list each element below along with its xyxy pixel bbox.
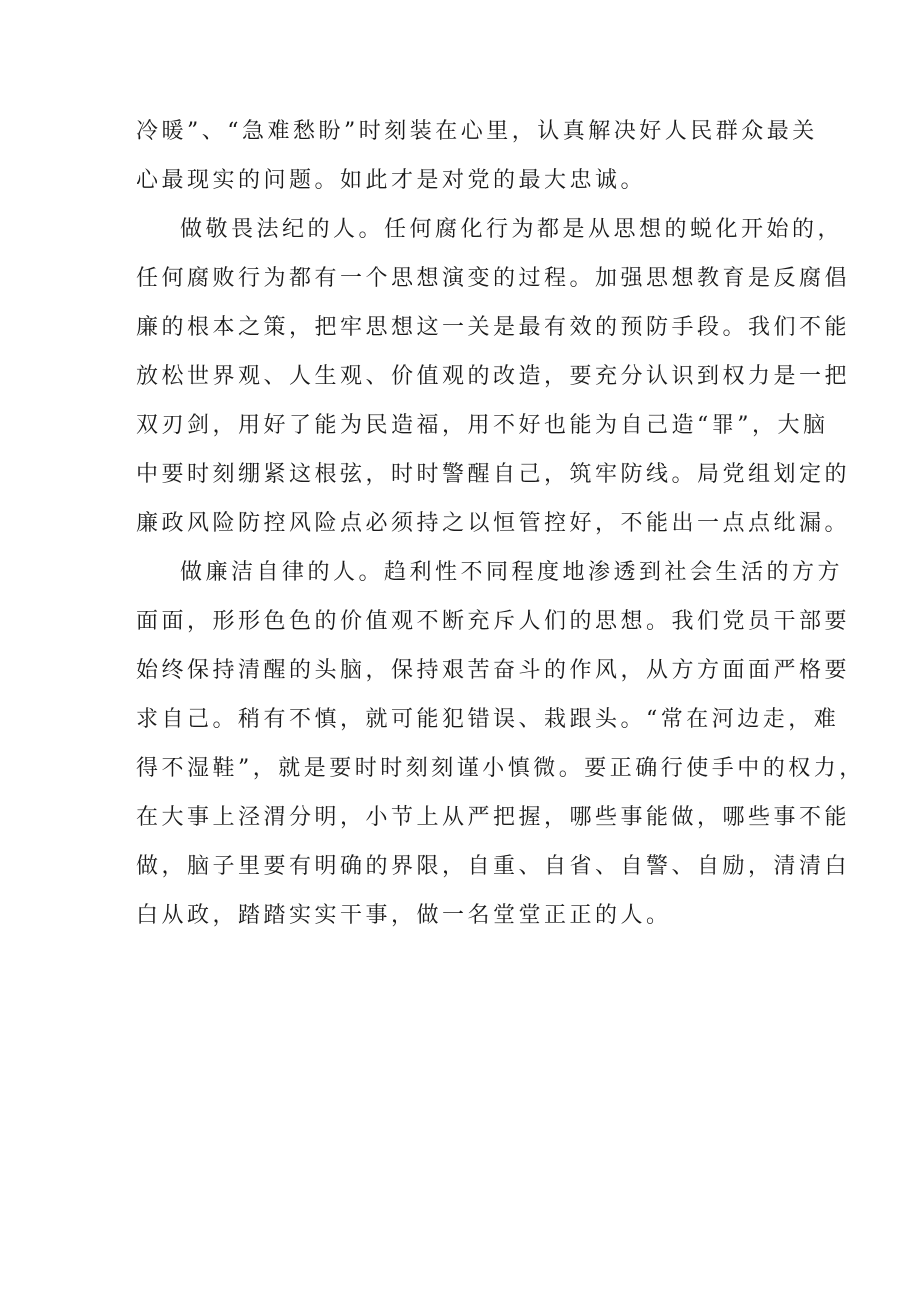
document-body: [136, 107, 865, 940]
text-line: 在大事上泾渭分明，小节上从严把握，哪些事能做，哪些事不能: [136, 805, 851, 830]
paragraph-respect-law: [136, 205, 851, 548]
text-line: 得不湿鞋”，就是要时时刻刻谨小慎微。要正确行使手中的权力，: [136, 756, 865, 781]
text-line: 心最现实的问题。如此才是对党的最大忠诚。: [136, 168, 647, 193]
text-line: 做敬畏法纪的人。任何腐化行为都是从思想的蜕化开始的，: [180, 217, 844, 242]
text-line: 始终保持清醒的头脑，保持艰苦奋斗的作风，从方方面面严格要: [136, 658, 851, 683]
text-line: 中要时刻绷紧这根弦，时时警醒自己，筑牢防线。局党组划定的: [136, 462, 851, 487]
text-line: 放松世界观、人生观、价值观的改造，要充分认识到权力是一把: [136, 364, 851, 389]
text-line: 求自己。稍有不慎，就可能犯错误、栽跟头。“常在河边走，难: [136, 707, 840, 732]
text-line: 任何腐败行为都有一个思想演变的过程。加强思想教育是反腐倡: [136, 266, 851, 291]
paragraph-continuation: [136, 107, 816, 205]
text-line: 双刃剑，用好了能为民造福，用不好也能为自己造“罪”，大脑: [136, 413, 829, 438]
paragraph-self-discipline: [136, 548, 865, 940]
text-line: 白从政，踏踏实实干事，做一名堂堂正正的人。: [136, 903, 672, 928]
text-line: 廉的根本之策，把牢思想这一关是最有效的预防手段。我们不能: [136, 315, 851, 340]
text-line: 做廉洁自律的人。趋利性不同程度地渗透到社会生活的方方: [180, 560, 844, 585]
text-line: 做，脑子里要有明确的界限，自重、自省、自警、自励，清清白: [136, 854, 851, 879]
text-line: 冷暖”、“急难愁盼”时刻装在心里，认真解决好人民群众最关: [136, 119, 818, 144]
text-line: 面面，形形色色的价值观不断充斥人们的思想。我们党员干部要: [136, 609, 851, 634]
text-line: 廉政风险防控风险点必须持之以恒管控好，不能出一点点纰漏。: [136, 511, 851, 536]
